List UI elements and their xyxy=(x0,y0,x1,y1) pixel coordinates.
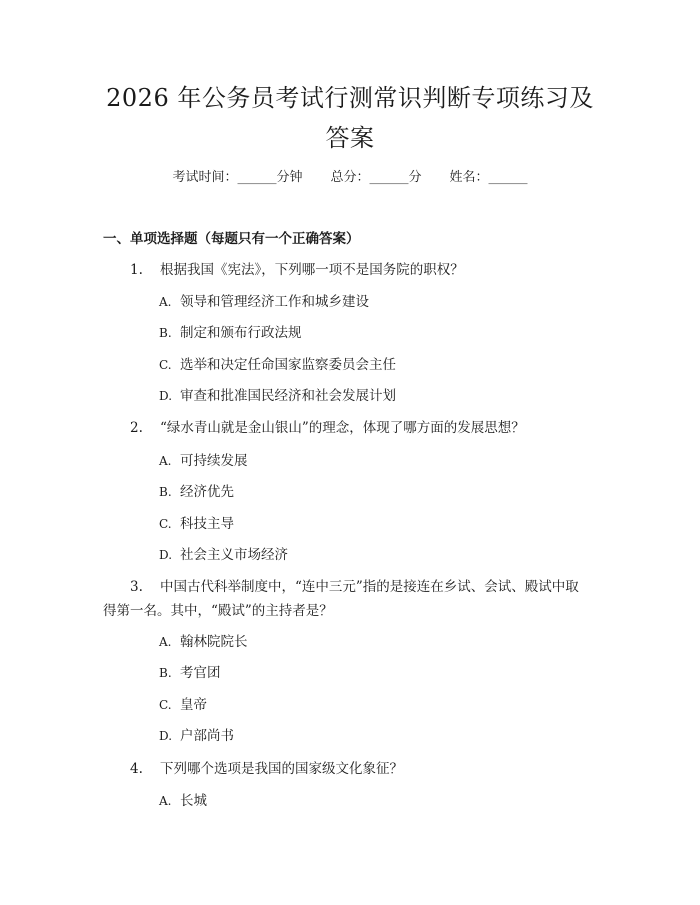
option-3d xyxy=(159,726,234,746)
option-text: 社会主义市场经济 xyxy=(180,547,288,563)
option-letter: D. xyxy=(159,389,173,403)
option-letter: B. xyxy=(159,485,172,499)
name-field: 姓名：______ xyxy=(449,170,528,185)
option-1a xyxy=(159,292,369,312)
title-line-2: 答案 xyxy=(325,124,375,152)
option-2a xyxy=(159,451,248,471)
title-line-1: 2026 年公务员考试行测常识判断专项练习及 xyxy=(106,84,594,112)
option-1b xyxy=(159,323,302,343)
option-letter: D. xyxy=(159,729,173,743)
question-text: 下列哪个选项是我国的国家级文化象征？ xyxy=(160,761,403,777)
question-number: 2. xyxy=(130,420,143,436)
option-text: 长城 xyxy=(180,793,207,809)
question-text: 根据我国《宪法》，下列哪一项不是国务院的职权？ xyxy=(160,262,464,278)
question-2 xyxy=(103,417,603,439)
question-text-line-2: 得第一名。其中，“殿试”的主持者是？ xyxy=(103,603,333,619)
option-text: 经济优先 xyxy=(180,484,234,500)
question-number: 3. xyxy=(130,579,143,595)
exam-meta xyxy=(0,168,700,188)
option-text: 考官团 xyxy=(180,665,221,681)
option-letter: C. xyxy=(159,698,172,712)
option-letter: D. xyxy=(159,548,173,562)
option-text: 皇帝 xyxy=(180,697,207,713)
question-number: 4. xyxy=(130,761,143,777)
option-text: 领导和管理经济工作和城乡建设 xyxy=(180,294,369,310)
option-text: 户部尚书 xyxy=(180,728,234,744)
option-3c xyxy=(159,695,207,715)
option-letter: A. xyxy=(159,794,172,808)
question-3 xyxy=(103,576,603,622)
option-letter: C. xyxy=(159,517,172,531)
option-letter: A. xyxy=(159,295,172,309)
option-letter: B. xyxy=(159,666,172,680)
question-4 xyxy=(103,758,603,780)
option-text: 科技主导 xyxy=(180,516,234,532)
option-letter: A. xyxy=(159,454,172,468)
option-1d xyxy=(159,386,396,406)
option-3b xyxy=(159,663,221,683)
option-text: 制定和颁布行政法规 xyxy=(180,325,302,341)
option-1c xyxy=(159,355,396,375)
question-text: “绿水青山就是金山银山”的理念，体现了哪方面的发展思想？ xyxy=(160,420,525,436)
option-text: 选举和决定任命国家监察委员会主任 xyxy=(180,357,396,373)
option-letter: C. xyxy=(159,358,172,372)
option-letter: B. xyxy=(159,326,172,340)
section-heading: 一、单项选择题（每题只有一个正确答案） xyxy=(103,231,360,247)
total-score-field: 总分：______分 xyxy=(330,170,422,185)
option-letter: A. xyxy=(159,635,172,649)
option-3a xyxy=(159,632,248,652)
document-title xyxy=(70,78,630,158)
option-2b xyxy=(159,482,234,502)
question-text-line-1: 中国古代科举制度中，“连中三元”指的是接连在乡试、会试、殿试中取 xyxy=(160,579,579,595)
option-text: 翰林院院长 xyxy=(180,634,248,650)
option-text: 审查和批准国民经济和社会发展计划 xyxy=(180,388,396,404)
option-4a xyxy=(159,791,207,811)
exam-time-field: 考试时间：______分钟 xyxy=(172,170,303,185)
option-2d xyxy=(159,545,288,565)
option-2c xyxy=(159,514,234,534)
question-number: 1. xyxy=(130,262,143,278)
option-text: 可持续发展 xyxy=(180,453,248,469)
question-1 xyxy=(103,259,603,281)
